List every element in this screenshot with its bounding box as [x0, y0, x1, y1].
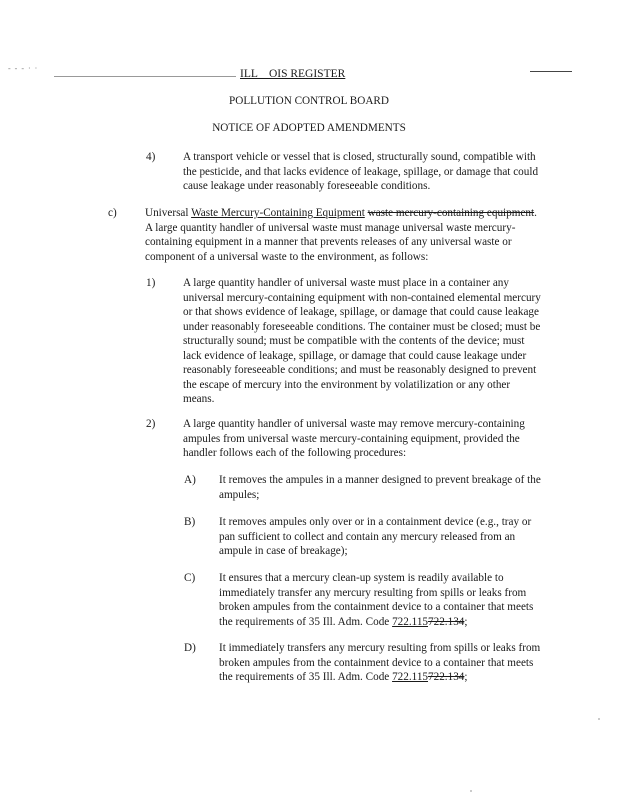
item-c2-label: 2) — [146, 418, 156, 430]
sub-b-text: It removes ampules only over or in a containment device (e.g., tray or pan sufficient to collect and contain any mercury released from an ampule in case of breakage); — [219, 516, 532, 557]
board-name: POLLUTION CONTROL BOARD — [229, 95, 389, 107]
item-4-text: A transport vehicle or vessel that is closed, structurally sound, compatible with the pesticide, and that lacks evidence of leakage, spillage, or damage that could cause leakage under reasonably foreseeable conditions. — [183, 151, 539, 192]
sub-b-label: B) — [184, 516, 196, 528]
sub-d-inserted-ref: 722.115 — [392, 671, 429, 683]
sub-c-text — [219, 571, 549, 629]
sub-d-body: It immediately transfers any mercury resulting from spills or leaks from broken ampules from the containment device to a container that meets the requirements of 35 Ill. Adm. Code — [219, 642, 541, 683]
sub-c-deleted-ref: 722.134 — [428, 615, 465, 628]
header-rule-right — [530, 71, 572, 72]
sub-d-label: D) — [184, 642, 196, 654]
section-c-text — [145, 206, 543, 264]
sub-d-text — [219, 641, 549, 685]
sub-c-label: C) — [184, 572, 196, 584]
scan-speck — [598, 718, 600, 720]
item-c2-text: A large quantity handler of universal waste may remove mercury-containing ampules from universal waste mercury-containing equipment, provided the handler follows each of the following procedures: — [183, 418, 525, 459]
sub-a-label: A) — [184, 474, 196, 486]
item-4-label: 4) — [146, 151, 156, 163]
section-c-inserted-title: Waste Mercury-Containing Equipment — [191, 207, 365, 219]
corner-mark: - - - · · — [8, 64, 39, 73]
item-c1-label: 1) — [146, 277, 156, 289]
sub-d-end: ; — [464, 671, 468, 683]
sub-c-body: It ensures that a mercury clean-up system is readily available to immediately transfer any mercury resulting from spills or leaks from broken ampules from the containment device to a container that meets the requirements of 35 Ill. Adm. Code — [219, 572, 534, 628]
sub-d-deleted-ref: 722.134 — [428, 671, 465, 683]
section-c-body: . A large quantity handler of universal waste must manage universal waste mercury-containing equipment in a manner that prevents releases of any universal waste or component of a universal waste to the environment, as follows: — [145, 207, 537, 263]
header-rule-left — [54, 76, 236, 77]
scan-speck — [470, 790, 472, 792]
section-c-pre: Universal — [145, 207, 192, 219]
section-c-deleted-title: waste mercury-containing equipment — [367, 207, 535, 219]
item-c1-text: A large quantity handler of universal waste must place in a container any universal mercury-containing equipment with non-contained elemental mercury or that shows evidence of leakage, spillage, or damage that could cause leakage under reasonably foreseeable conditions. The container must be closed; must be structurally sound; must be compatible with the contents of the device; must lack evidence of leakage, spillage, or damage that could cause leakage under reasonably foreseeable conditions; and must be reasonably designed to prevent the escape of mercury into the environment by volatilization or any other means. — [183, 277, 541, 405]
sub-a-text: It removes the ampules in a manner designed to prevent breakage of the ampules; — [219, 474, 541, 501]
section-c-label: c) — [108, 207, 117, 219]
sub-c-end: ; — [464, 615, 468, 628]
notice-title: NOTICE OF ADOPTED AMENDMENTS — [212, 122, 406, 134]
register-title: ILL OIS REGISTER — [240, 68, 346, 80]
sub-c-inserted-ref: 722.115 — [392, 615, 429, 628]
